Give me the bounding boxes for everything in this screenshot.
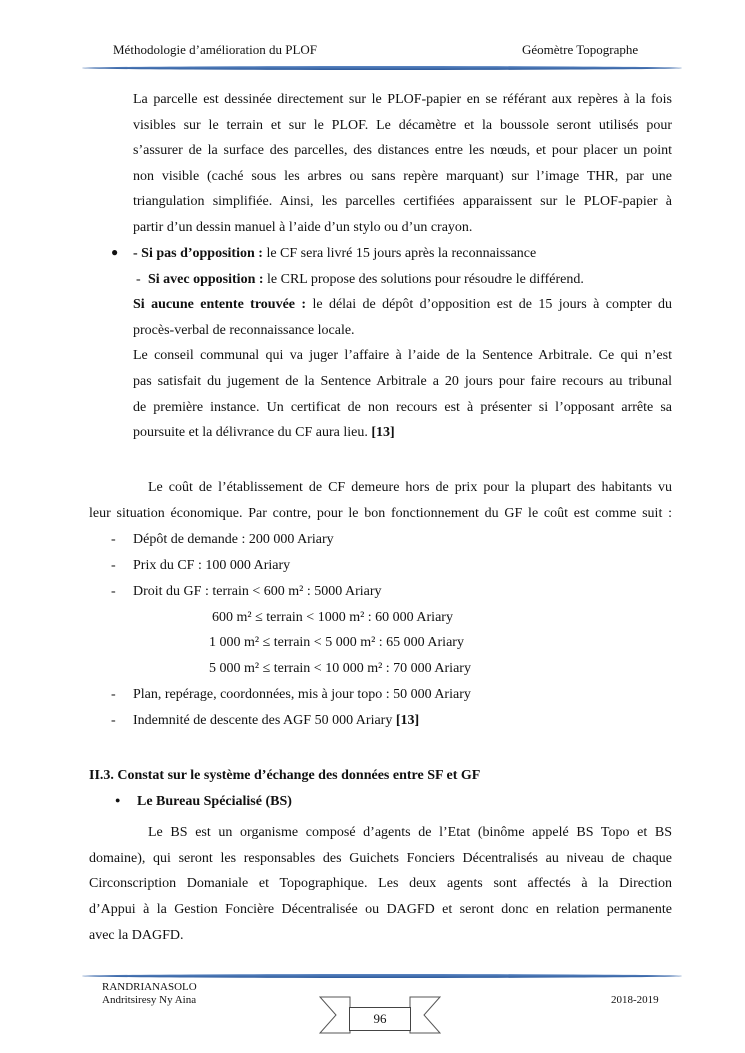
p4-line: d’Appui à la Gestion Foncière Décentralisée ou DAGFD et seront donc en relation permanente <box>89 902 672 917</box>
bullet-dot: ● <box>115 795 121 805</box>
dash: - <box>136 272 141 287</box>
p4-line: domaine), qui seront les responsables des Guichets Fonciers Décentralisés au niveau de chaque <box>89 851 672 866</box>
p3-line: leur situation économique. Par contre, pour le bon fonctionnement du GF le coût est comme suit : <box>89 506 672 521</box>
cost-item: Prix du CF : 100 000 Ariary <box>133 558 291 573</box>
list-dash: - <box>111 713 116 728</box>
p2-line: de première instance. Un certificat de non recours est à présenter si l’opposant arrête sa <box>133 400 672 415</box>
cost-subitem: 1 000 m² ≤ terrain < 5 000 m² : 65 000 Ariary <box>209 635 464 650</box>
p1-line: visibles sur le terrain et sur le PLOF. Le décamètre et la boussole seront utilisés pour <box>133 118 672 133</box>
p2-line: pas satisfait du jugement de la Sentence Arbitrale a 20 jours pour faire recours au tribunal <box>133 374 672 389</box>
p2-line: poursuite et la délivrance du CF aura lieu. [13] <box>133 425 395 440</box>
header-rule <box>82 66 682 70</box>
p1-line: s’assurer de la surface des parcelles, des distances entre les nœuds, et pour placer un point <box>133 143 672 158</box>
p1-line: triangulation simplifiée. Ainsi, les parcelles certifiées apparaissent sur le PLOF-papier à <box>133 194 672 209</box>
footer-year: 2018-2019 <box>611 994 659 1006</box>
header-right: Géomètre Topographe <box>522 42 639 57</box>
p3-line: Le coût de l’établissement de CF demeure hors de prix pour la plupart des habitants vu <box>148 480 672 495</box>
p4-line: avec la DAGFD. <box>89 928 184 943</box>
page-number: 96 <box>349 1007 411 1031</box>
p4-line: Circonscription Domaniale et Topographique. Les deux agents sont affectés à la Direction <box>89 876 672 891</box>
citation-ref: [13] <box>395 713 420 728</box>
p1-line: La parcelle est dessinée directement sur le PLOF-papier en se référant aux repères à la fois <box>133 92 672 107</box>
p1-line: non visible (caché sous les arbres ou sans repère marquant) sur l’image THR, par une <box>133 169 672 184</box>
bullet-with-opposition: Si avec opposition : le CRL propose des solutions pour résoudre le différend. <box>148 272 584 287</box>
section-title: II.3. Constat sur le système d’échange des données entre SF et GF <box>89 768 481 783</box>
cost-subitem: 600 m² ≤ terrain < 1000 m² : 60 000 Ariary <box>212 610 453 625</box>
list-dash: - <box>111 558 116 573</box>
bullet-dot: ● <box>111 245 119 259</box>
no-agreement-line2: procès-verbal de reconnaissance locale. <box>133 323 355 338</box>
footer-rule <box>82 974 682 978</box>
header-left: Méthodologie d’amélioration du PLOF <box>113 42 318 57</box>
footer-author-name: Andritsiresy Ny Aina <box>102 994 197 1006</box>
cost-item: Droit du GF : terrain < 600 m² : 5000 Ariary <box>133 584 382 599</box>
citation-ref: [13] <box>371 425 395 440</box>
p1-line: partir d’un dessin manuel à l’aide d’un stylo ou d’un crayon. <box>133 220 473 235</box>
bullet-no-opposition: - Si pas d’opposition : le CF sera livré 15 jours après la reconnaissance <box>133 246 537 261</box>
cost-item: Dépôt de demande : 200 000 Ariary <box>133 532 334 547</box>
bs-title: Le Bureau Spécialisé (BS) <box>137 794 292 809</box>
list-dash: - <box>111 584 116 599</box>
list-dash: - <box>111 532 116 547</box>
p2-line: Le conseil communal qui va juger l’affaire à l’aide de la Sentence Arbitrale. Ce qui n’est <box>133 348 672 363</box>
list-dash: - <box>111 687 116 702</box>
footer-author: RANDRIANASOLO <box>102 981 197 993</box>
no-agreement-line: Si aucune entente trouvée : le délai de dépôt d’opposition est de 15 jours à compter du <box>133 297 672 312</box>
p4-line: Le BS est un organisme composé d’agents de l’Etat (binôme appelé BS Topo et BS <box>148 825 672 840</box>
cost-item: Plan, repérage, coordonnées, mis à jour topo : 50 000 Ariary <box>133 687 471 702</box>
cost-subitem: 5 000 m² ≤ terrain < 10 000 m² : 70 000 Ariary <box>209 661 471 676</box>
cost-item: Indemnité de descente des AGF 50 000 Ariary [13] <box>133 713 420 728</box>
